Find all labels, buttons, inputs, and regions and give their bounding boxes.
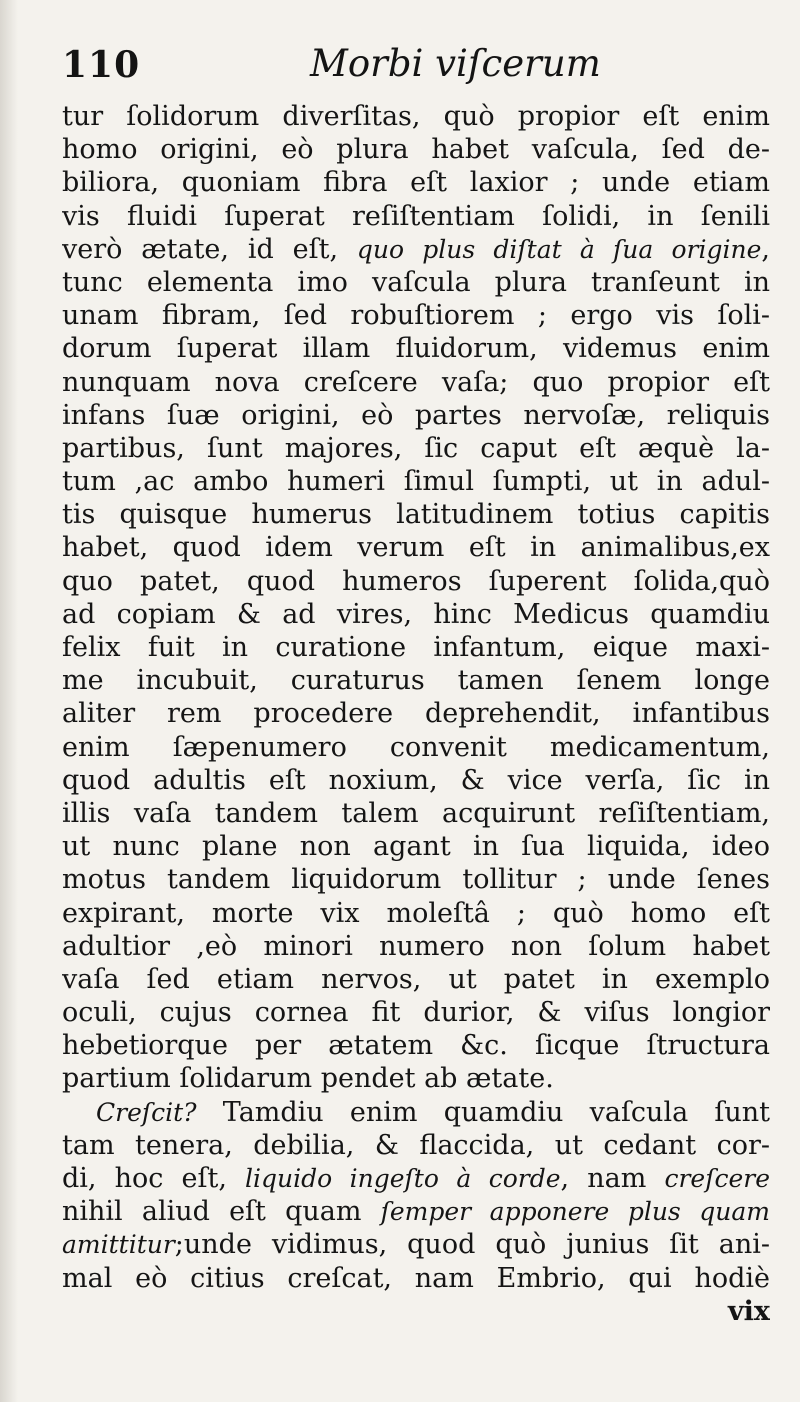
text-line: [62, 1029, 770, 1062]
text-segment: tur ſolidorum diverſitas, quò propior eſt enim: [62, 101, 770, 132]
text-segment: Tamdiu enim quamdiu vaſcula ſunt: [196, 1096, 770, 1128]
text-line: [62, 1129, 770, 1162]
text-segment: vaſa ſed etiam nervos, ut patet in exemplo: [62, 963, 770, 995]
text-line: [62, 200, 770, 233]
catchword: vix: [727, 1295, 770, 1327]
text-line: [62, 897, 770, 930]
text-line: [62, 963, 770, 996]
text-segment: , nam: [560, 1163, 665, 1194]
text-segment: dorum ſuperat illam fluidorum, videmus enim: [62, 333, 770, 365]
text-segment: mal eò citius creſcat, nam Embrio, qui hodiè: [62, 1262, 770, 1294]
text-segment: expirant, morte vix moleſtâ ; quò homo eſt: [62, 897, 770, 929]
text-segment: ;unde vidimus, quod quò junius ſit ani-: [174, 1229, 770, 1261]
text-line: [62, 399, 770, 432]
text-segment: vis fluidi ſuperat reſiſtentiam ſolidi, in ſenili: [62, 200, 770, 232]
text-segment: motus tandem liquidorum tollitur ; unde ſenes: [62, 864, 770, 896]
italic-segment: liquido ingeſto à corde: [245, 1164, 561, 1193]
text-line: [62, 863, 770, 896]
text-segment: enim ſæpenumero convenit medicamentum,: [62, 731, 770, 763]
text-line: [62, 1195, 770, 1228]
text-line: [62, 166, 770, 199]
body-text: [62, 100, 770, 1328]
text-segment: tunc elementa imo vaſcula plura tranſeunt in: [62, 266, 770, 298]
text-line: [62, 565, 770, 598]
text-segment: quo patet, quod humeros ſuperent ſolida,quò: [62, 565, 770, 597]
text-line: [62, 598, 770, 631]
text-segment: ad copiam & ad vires, hinc Medicus quamdiu: [62, 598, 770, 630]
text-segment: biliora, quoniam fibra eſt laxior ; unde etiam: [62, 167, 770, 199]
text-line: [62, 100, 770, 133]
text-line: [62, 1062, 770, 1095]
text-line: [62, 1096, 770, 1129]
text-line: [62, 1228, 770, 1261]
running-title: Morbi viſcerum: [310, 42, 601, 85]
text-line: [62, 631, 770, 664]
text-segment: illis vaſa tandem talem acquirunt reſiſtentiam,: [62, 797, 770, 829]
text-segment: partium ſolidarum pendet ab ætate.: [62, 1063, 554, 1095]
text-segment: partibus, ſunt majores, ſic caput eſt æquè la-: [62, 432, 770, 464]
text-line: [62, 366, 770, 399]
text-segment: tum ,ac ambo humeri ſimul ſumpti, ut in adul-: [62, 466, 770, 498]
text-segment: quod adultis eſt noxium, & vice verſa, ſic in: [62, 764, 770, 796]
text-segment: verò ætate, id eſt,: [62, 233, 357, 265]
text-line: [62, 266, 770, 299]
page-number: 110: [62, 44, 141, 86]
text-segment: infans ſuæ origini, eò partes nervoſæ, reliquis: [62, 399, 770, 431]
text-segment: oculi, cujus cornea fit durior, & viſus longior: [62, 997, 770, 1029]
text-segment: nunquam nova creſcere vaſa; quo propior eſt: [62, 366, 770, 398]
text-segment: hebetiorque per ætatem &c. ſicque ſtructura: [62, 1030, 770, 1062]
text-segment: tis quisque humerus latitudinem totius capitis: [62, 499, 770, 531]
text-line: [62, 664, 770, 697]
text-segment: ,: [761, 233, 770, 265]
text-segment: felix fuit in curatione infantum, eique maxi-: [62, 632, 770, 663]
text-line: [62, 930, 770, 963]
text-segment: di, hoc eſt,: [62, 1163, 246, 1194]
text-segment: homo origini, eò plura habet vaſcula, ſed de-: [62, 134, 770, 166]
text-line: [62, 133, 770, 166]
page-gutter-shadow: [0, 0, 18, 1402]
text-segment: habet, quod idem verum eſt in animalibus,ex: [62, 532, 770, 564]
text-line: [62, 731, 770, 764]
text-segment: aliter rem procedere deprehendit, infantibus: [62, 698, 770, 730]
text-line: [62, 432, 770, 465]
text-line: [62, 531, 770, 564]
text-line: [62, 764, 770, 797]
text-line: [62, 697, 770, 730]
text-line: [62, 233, 770, 266]
running-head: [62, 44, 772, 94]
italic-segment: quo plus diſtat à ſua origine: [356, 234, 762, 264]
italic-segment: creſcere: [664, 1164, 770, 1193]
text-line: [62, 332, 770, 365]
text-segment: me incubuit, curaturus tamen ſenem longe: [62, 665, 770, 697]
italic-segment: Creſcit?: [96, 1097, 197, 1127]
text-line: [62, 1262, 770, 1295]
text-line: [62, 830, 770, 863]
text-line: [62, 996, 770, 1029]
text-line: [62, 498, 770, 531]
italic-segment: amittitur: [62, 1230, 175, 1260]
text-segment: ut nunc plane non agant in ſua liquida, ideo: [62, 831, 770, 863]
text-line: [62, 299, 770, 332]
text-segment: nihil aliud eſt quam: [62, 1196, 381, 1228]
text-line: [62, 797, 770, 830]
text-segment: adultior ,eò minori numero non ſolum habet: [62, 930, 770, 962]
italic-segment: ſemper apponere plus quam: [380, 1197, 770, 1227]
text-line: [62, 465, 770, 498]
text-segment: unam fibram, ſed robuſtiorem ; ergo vis ſoli-: [62, 300, 770, 332]
text-segment: tam tenera, debilia, & flaccida, ut cedant cor-: [62, 1129, 770, 1161]
text-line: [62, 1162, 770, 1195]
